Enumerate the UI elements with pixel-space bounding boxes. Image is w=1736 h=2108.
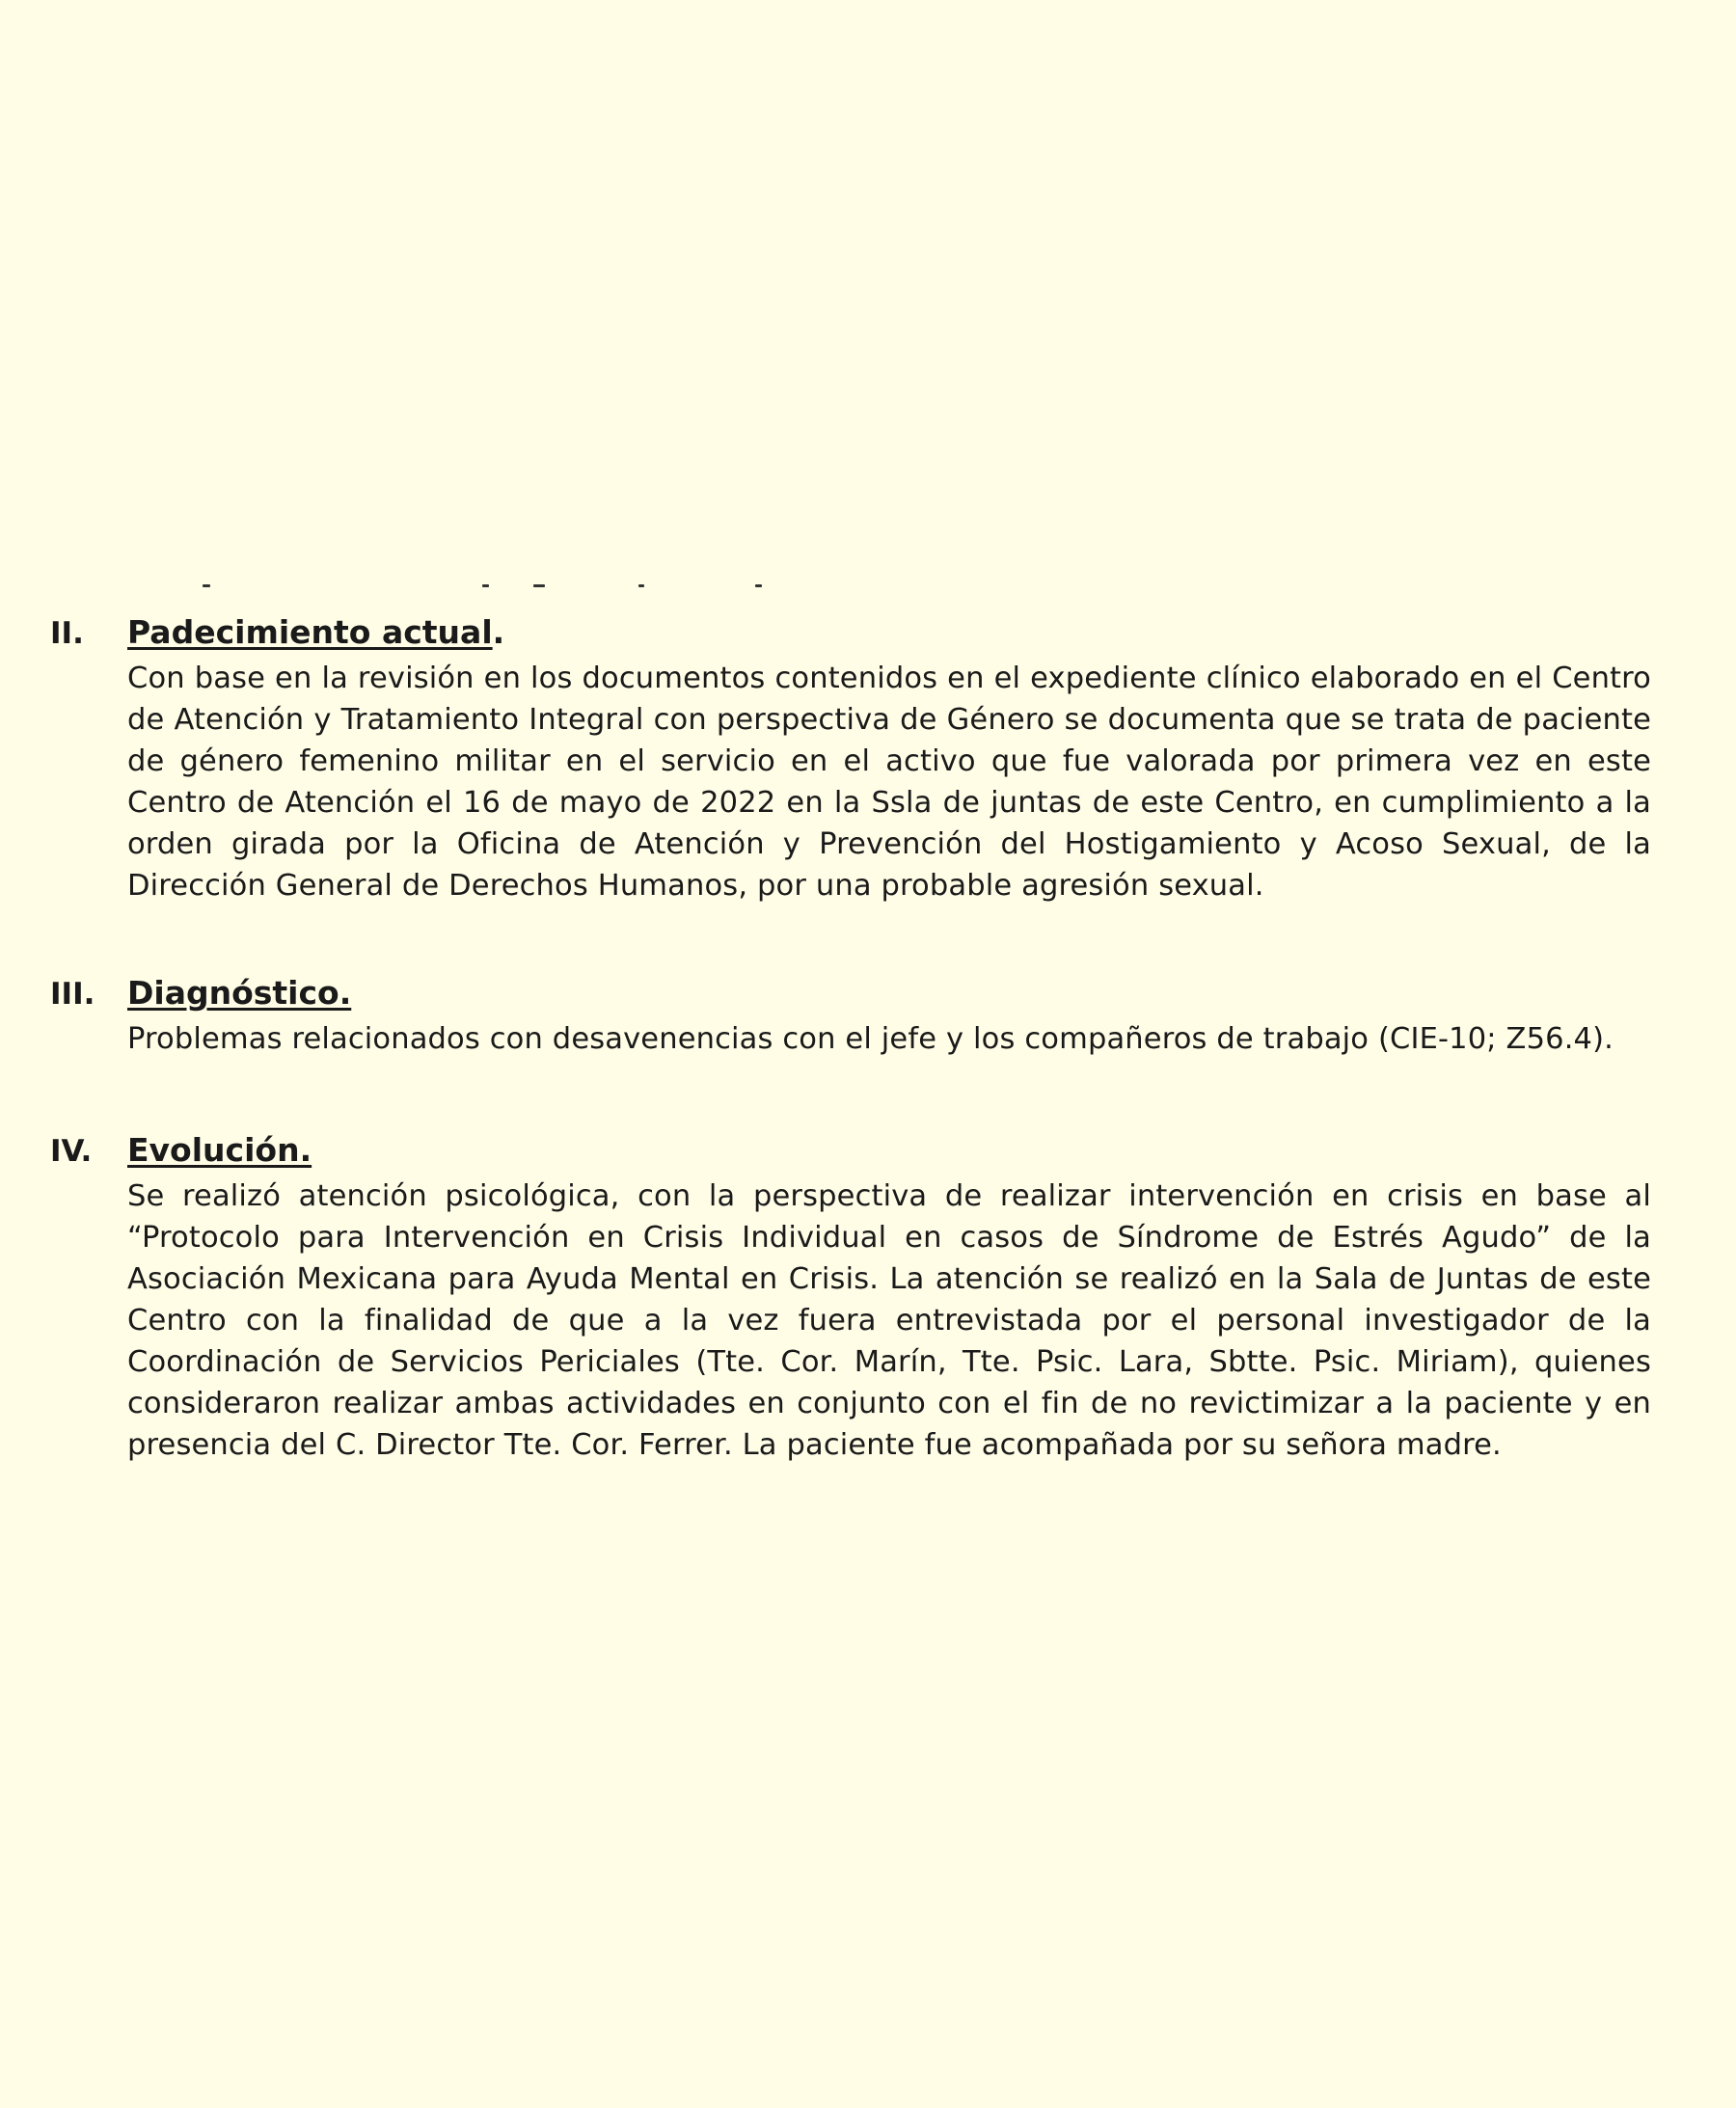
section-header [50,1131,1651,1176]
section-body: Problemas relacionados con desavenencias con el jefe y los compañeros de trabajo (CIE-10; Z56.4). [127,1022,1614,1056]
section-body: Se realizó atención psicológica, con la perspectiva de realizar intervención en crisis en base al “Protocolo para Intervención en Crisis Individual en casos de Síndrome de Estrés Agudo” de la Asociación Mexicana para Ayuda Mental en Crisis. La atención se realizó en la Sala de Juntas de este Centro con la finalidad de que a la vez fuera entrevistada por el personal investigador de la Coordinación de Servicios Periciales (Tte. Cor. Marín, Tte. Psic. Lara, Sbtte. Psic. Miriam), quienes consideraron realizar ambas actividades en conjunto con el fin de no revictimizar a la paciente y en presencia del C. Director Tte. Cor. Ferrer. La paciente fue acompañada por su señora madre. [127,1179,1651,1462]
section-heading: Diagnóstico. [127,974,352,1012]
section-header [50,974,1651,1018]
section-heading: Evolución. [127,1131,312,1169]
cropped-text-remnant [755,584,762,587]
section-header [50,613,1651,658]
cropped-text-remnant [203,584,210,587]
section-heading: Padecimiento actual [127,613,493,651]
section-numeral: II. [50,616,84,651]
section-numeral: IV. [50,1134,93,1169]
section-heading-suffix: . [492,613,505,651]
section-body: Con base en la revisión en los documentos contenidos en el expediente clínico elaborado en el Centro de Atención y Tratamiento Integral con perspectiva de Género se documenta que se trata de paciente de género femenino militar en el servicio en el activo que fue valorada por primera vez en este Centro de Atención el 16 de mayo de 2022 en la Ssla de juntas de este Centro, en cumplimiento a la orden girada por la Oficina de Atención y Prevención del Hostigamiento y Acoso Sexual, de la Dirección General de Derechos Humanos, por una probable agresión sexual. [127,662,1651,903]
section-padecimiento-actual [50,613,1651,906]
cropped-text-remnant [638,584,644,587]
cropped-text-remnant [482,584,489,587]
section-numeral: III. [50,977,95,1012]
cropped-text-remnant [533,584,545,587]
section-evolucion [50,1131,1651,1466]
section-diagnostico [50,974,1651,1060]
